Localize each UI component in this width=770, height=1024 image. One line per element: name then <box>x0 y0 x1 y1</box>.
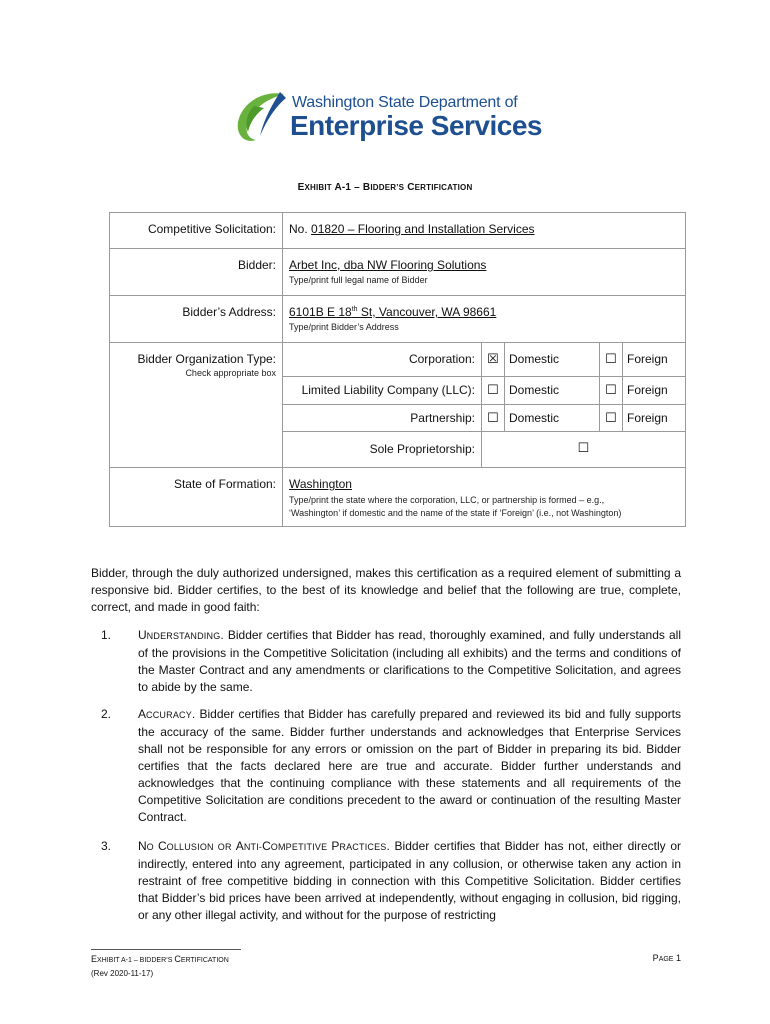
logo-line1: Washington State Department of <box>292 94 518 111</box>
partnership-domestic-checkbox[interactable]: ☐ <box>482 405 505 432</box>
org-type-corporation: Corporation: <box>283 343 482 377</box>
state-field[interactable] <box>283 468 686 527</box>
bidder-value: Arbet Inc, dba NW Flooring Solutions <box>289 258 487 272</box>
address-value: 6101B E 18th St, Vancouver, WA 98661 <box>289 305 497 319</box>
revision-date: (Rev 2020-11-17) <box>91 969 154 978</box>
llc-foreign-checkbox[interactable]: ☐ <box>600 377 623 405</box>
org-type-sole: Sole Proprietorship: <box>283 432 482 468</box>
partnership-foreign-checkbox[interactable]: ☐ <box>600 405 623 432</box>
footer-divider <box>91 949 241 950</box>
llc-domestic-checkbox[interactable]: ☐ <box>482 377 505 405</box>
partnership-foreign-label: Foreign <box>623 405 686 432</box>
bidder-hint: Type/print full legal name of Bidder <box>289 275 428 285</box>
corporation-domestic-label: Domestic <box>505 343 600 377</box>
org-type-partnership: Partnership: <box>283 405 482 432</box>
state-label: State of Formation: <box>110 468 283 527</box>
logo-line2: Enterprise Services <box>290 110 542 141</box>
bidder-info-table <box>109 212 686 527</box>
page-number: PAGE 1 <box>652 953 681 963</box>
footer-left: EXHIBIT A-1 – BIDDER’S CERTIFICATION (Rev 2020-11-17) <box>91 954 229 978</box>
solicitation-label: Competitive Solicitation: <box>110 213 283 249</box>
corporation-foreign-checkbox[interactable]: ☐ <box>600 343 623 377</box>
org-type-llc: Limited Liability Company (LLC): <box>283 377 482 405</box>
address-field[interactable] <box>283 296 686 343</box>
address-hint: Type/print Bidder’s Address <box>289 322 399 332</box>
org-type-label: Bidder Organization Type: Check appropriate box <box>110 343 283 468</box>
list-item: 2. ACCURACY. Bidder certifies that Bidder has carefully prepared and reviewed its bid and fully supports the accuracy of the same. Bidder further understands and acknowledges that Enterprise Services shall not be responsible for any errors or omission on the part of Bidder in preparing its bid. Bidder certifies that the facts declared here are true and accurate. Bidder further understands and acknowledges that the continuing compliance with these statements and all requirements of the Competitive Solicitation are conditions precedent to the award or continuation of the resulting Master Contract. <box>101 707 681 824</box>
list-item: 3. NO COLLUSION OR ANTI-COMPETITIVE PRACTICES. Bidder certifies that Bidder has not, either directly or indirectly, entered into any agreement, participated in any collusion, or otherwise taken any action in restraint of free competitive bidding in connection with this Competitive Solicitation. Bidder certifies that Bidder’s bid prices have been arrived at independently, without engaging in collusion, bid rigging, or any other illegal activity, and without for the purpose of restricting <box>101 839 681 922</box>
corporation-domestic-checkbox[interactable]: ☒ <box>482 343 505 377</box>
intro-paragraph: Bidder, through the duly authorized undersigned, makes this certification as a required element of submitting a responsive bid. Bidder certifies, to the best of its knowledge and belief that the following are true, complete, correct, and made in good faith: <box>91 566 681 614</box>
list-item: 1. UNDERSTANDING. Bidder certifies that Bidder has read, thoroughly examined, and fully understands all of the provisions in the Competitive Solicitation (including all exhibits) and the terms and conditions of the Master Contract and any amendments or clarifications to the Competitive Solicitation, and agrees to abide by the same. <box>101 628 681 694</box>
bidder-field[interactable] <box>283 249 686 296</box>
corporation-foreign-label: Foreign <box>623 343 686 377</box>
state-value: Washington <box>289 477 352 491</box>
sole-proprietorship-checkbox[interactable]: ☐ <box>482 432 686 468</box>
bidder-label: Bidder: <box>110 249 283 296</box>
page-title: EXHIBIT A-1 – BIDDER’S CERTIFICATION <box>297 182 473 193</box>
solicitation-value[interactable]: No. 01820 – Flooring and Installation Services <box>283 213 686 249</box>
des-logo <box>234 88 544 152</box>
llc-domestic-label: Domestic <box>505 377 600 405</box>
llc-foreign-label: Foreign <box>623 377 686 405</box>
state-hint: Type/print the state where the corporation, LLC, or partnership is formed – e.g., ‘Washington’ if domestic and the name of the state if ‘Foreign’ (i.e., not Washington) <box>289 495 622 518</box>
swoosh-logo-icon <box>234 88 290 148</box>
partnership-domestic-label: Domestic <box>505 405 600 432</box>
address-label: Bidder’s Address: <box>110 296 283 343</box>
